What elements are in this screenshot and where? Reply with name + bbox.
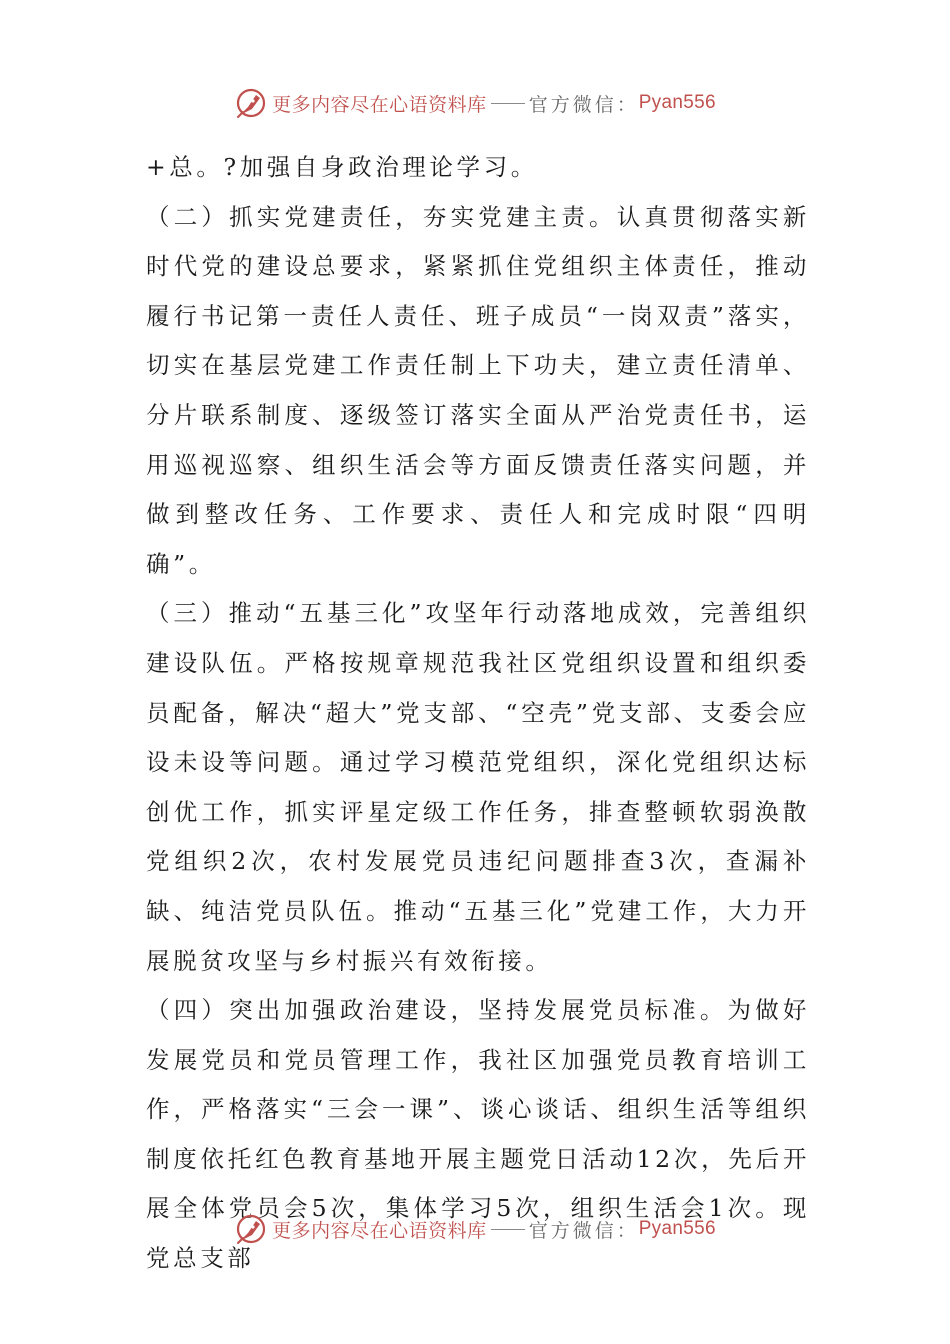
pen-nib-circle-icon bbox=[234, 1212, 268, 1246]
document-body bbox=[146, 143, 810, 1284]
banner-main-text: 更多内容尽在心语资料库 bbox=[272, 1219, 487, 1242]
banner-wechat-label: 官方微信： bbox=[528, 93, 639, 116]
pen-nib-circle-icon bbox=[234, 86, 268, 120]
banner-wechat-id: Pyan556 bbox=[638, 92, 716, 113]
paragraph: +总。?加强自身政治理论学习。 bbox=[146, 153, 538, 181]
paragraph: （三）推动“五基三化”攻坚年行动落地成效，完善组织建设队伍。严格按规章规范我社区党组织设置和组织委员配备，解决“超大”党支部、“空壳”党支部、支委会应设未设等问题。通过学习模范党组织，深化党组织达标创优工作，抓实评星定级工作任务，排查整顿软弱涣散党组织2次，农村发展党员违纪问题排查3次，查漏补缺、纯洁党员队伍。推动“五基三化”党建工作，大力开展脱贫攻坚与乡村振兴有效衔接。 bbox=[146, 599, 810, 975]
header-banner bbox=[0, 83, 950, 123]
banner-divider bbox=[491, 103, 525, 104]
banner-main-text: 更多内容尽在心语资料库 bbox=[272, 93, 487, 116]
banner-wechat-id: Pyan556 bbox=[638, 1218, 716, 1239]
banner-divider bbox=[491, 1229, 525, 1230]
paragraph: （四）突出加强政治建设，坚持发展党员标准。为做好发展党员和党员管理工作，我社区加强党员教育培训工作，严格落实“三会一课”、谈心谈话、组织生活等组织制度依托红色教育基地开展主题党日活动12次，先后开展全体党员会5次，集体学习5次，组织生活会1次。现党总支部 bbox=[146, 996, 810, 1273]
paragraph: （二）抓实党建责任，夯实党建主责。认真贯彻落实新时代党的建设总要求，紧紧抓住党组织主体责任，推动履行书记第一责任人责任、班子成员“一岗双责”落实，切实在基层党建工作责任制上下功夫，建立责任清单、分片联系制度、逐级签订落实全面从严治党责任书，运用巡视巡察、组织生活会等方面反馈责任落实问题，并做到整改任务、工作要求、责任人和完成时限“四明确”。 bbox=[146, 202, 810, 578]
banner-wechat-label: 官方微信： bbox=[528, 1219, 639, 1242]
footer-banner bbox=[0, 1209, 950, 1249]
